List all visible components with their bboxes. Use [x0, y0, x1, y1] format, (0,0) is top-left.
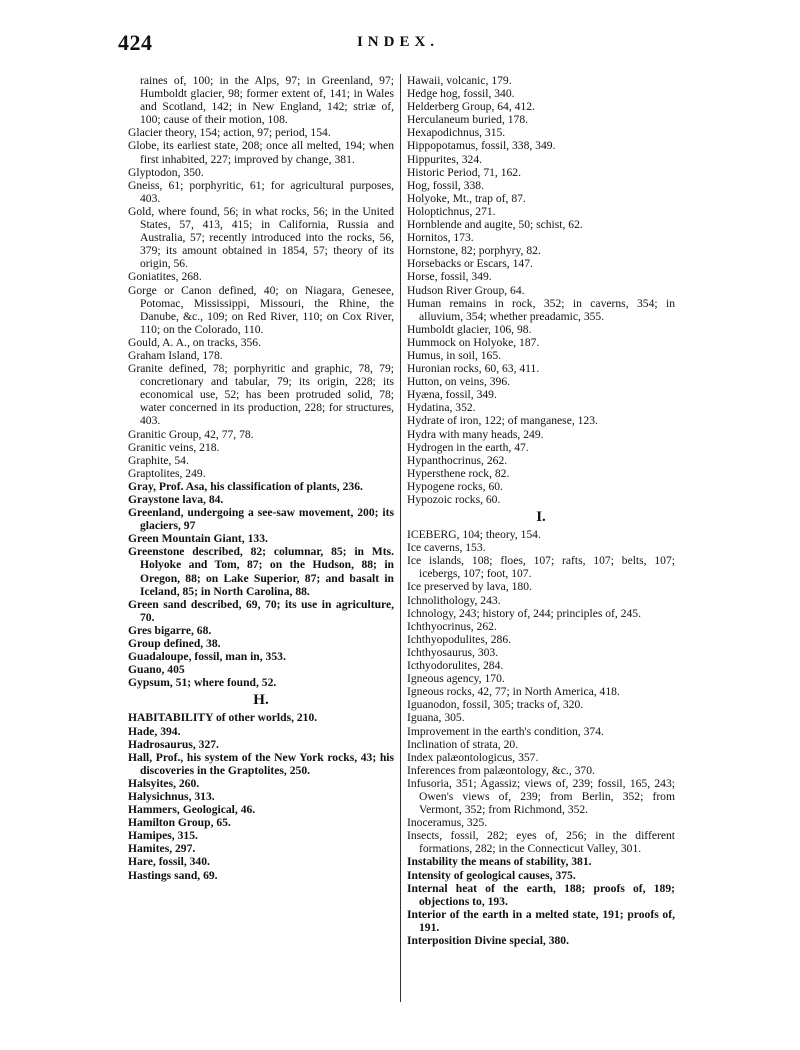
index-entry: Graptolites, 249. — [128, 466, 206, 480]
index-entry: Greenstone described, 82; columnar, 85; in Mts. Holyoke and Tom, 87; on the Hudson, 88; in Oregon, 88; on Lake Superior, 87; and basalt in Iceland, 85; in North Carolina, 88. — [128, 545, 394, 598]
index-entry: Humboldt glacier, 106, 98. — [407, 322, 532, 336]
index-entry: Hawaii, volcanic, 179. — [407, 74, 512, 87]
index-entry: Hadrosaurus, 327. — [128, 737, 219, 751]
index-entry: Hedge hog, fossil, 340. — [407, 87, 515, 101]
index-entry: Hastings sand, 69. — [128, 868, 218, 882]
index-entry: Hamipes, 315. — [128, 829, 198, 843]
index-entry: Holoptichnus, 271. — [407, 204, 496, 218]
column-divider — [400, 74, 401, 1002]
index-entry: Ichthyosaurus, 303. — [407, 645, 499, 659]
index-entry: Hornstone, 82; porphyry, 82. — [407, 244, 541, 258]
index-entry: Hypozoic rocks, 60. — [407, 493, 501, 506]
index-entry: Interposition Divine special, 380. — [407, 934, 569, 947]
index-entry: Granite defined, 78; porphyritic and graphic, 78, 79; concretionary and tabular, 79; its origin, 228; its economical use, 52; has been protruded solid, 78; water concerned in its production, 228; for structures, 403. — [128, 362, 394, 428]
index-entry: Granitic Group, 42, 77, 78. — [128, 427, 254, 441]
right-entries-i — [407, 528, 675, 947]
index-entry: Iguana, 305. — [407, 711, 465, 725]
index-entry: Gray, Prof. Asa, his classification of plants, 236. — [128, 479, 363, 493]
index-entry: Human remains in rock, 352; in caverns, 354; in alluvium, 354; whether preadamic, 355. — [407, 296, 675, 323]
index-entry: Graphite, 54. — [128, 453, 189, 467]
index-entry: Halsyites, 260. — [128, 776, 200, 790]
index-entry: Group defined, 38. — [128, 637, 221, 651]
index-entry: Green sand described, 69, 70; its use in agriculture, 70. — [128, 597, 394, 624]
index-entry: Green Mountain Giant, 133. — [128, 532, 268, 546]
index-entry: Ichnolithology, 243. — [407, 593, 501, 607]
index-entry: Hippopotamus, fossil, 338, 349. — [407, 139, 556, 153]
index-entry: Hippurites, 324. — [407, 152, 483, 166]
index-entry: Hog, fossil, 338. — [407, 178, 484, 192]
index-entry: Hydrate of iron, 122; of manganese, 123. — [407, 414, 598, 428]
index-entry: Interior of the earth in a melted state, 191; proofs of, 191. — [407, 907, 675, 934]
index-entry: raines of, 100; in the Alps, 97; in Greenland, 97; Humboldt glacier, 98; former extent of, 141; in Wales and Scotland, 142; in New England, 142; striæ of, 100; cause of their motion, 108. — [140, 74, 394, 127]
index-entry: Ice preserved by lava, 180. — [407, 580, 532, 594]
index-entry: Hall, Prof., his system of the New York rocks, 43; his discoveries in the Graptolites, 250. — [128, 750, 394, 777]
index-entry: Instability the means of stability, 381. — [407, 855, 592, 869]
index-entry: Hydrogen in the earth, 47. — [407, 440, 529, 454]
index-entry: Internal heat of the earth, 188; proofs of, 189; objections to, 193. — [407, 881, 675, 908]
index-entry: Graystone lava, 84. — [128, 493, 224, 506]
index-entry: Improvement in the earth's condition, 374. — [407, 724, 604, 738]
index-entry: Greenland, undergoing a see-saw movement, 200; its glaciers, 97 — [128, 506, 394, 533]
index-entry: Hexapodichnus, 315. — [407, 126, 506, 140]
section-letter-h: H. — [253, 692, 269, 709]
index-entry: Hade, 394. — [128, 724, 181, 738]
index-entry: Hutton, on veins, 396. — [407, 375, 511, 389]
index-entry: Hamites, 297. — [128, 842, 196, 856]
index-entry: Hudson River Group, 64. — [407, 283, 525, 297]
index-entry: Inclination of strata, 20. — [407, 737, 519, 751]
index-entry: Ichthyocrinus, 262. — [407, 619, 497, 633]
index-entry: Inferences from palæontology, &c., 370. — [407, 763, 595, 777]
index-entry: Igneous agency, 170. — [407, 672, 505, 686]
index-entry: Hypogene rocks, 60. — [407, 479, 503, 493]
section-letter-i: I. — [536, 509, 546, 526]
index-entry: Humus, in soil, 165. — [407, 348, 502, 362]
index-entry: Hammers, Geological, 46. — [128, 803, 256, 817]
index-entry: Hornitos, 173. — [407, 231, 474, 245]
index-entry: Ichnology, 243; history of, 244; principles of, 245. — [407, 606, 641, 620]
index-entry: Hamilton Group, 65. — [128, 816, 231, 830]
index-entry: Guano, 405 — [128, 663, 185, 677]
left-entries-h — [128, 711, 394, 881]
index-entry: Glacier theory, 154; action, 97; period, 154. — [128, 126, 331, 140]
index-entry: Iguanodon, fossil, 305; tracks of, 320. — [407, 698, 584, 712]
index-entry: Gres bigarre, 68. — [128, 623, 212, 637]
left-column — [128, 74, 394, 882]
index-entry: Gould, A. A., on tracks, 356. — [128, 335, 261, 349]
index-entry: Goniatites, 268. — [128, 270, 202, 284]
index-entry: Gypsum, 51; where found, 52. — [128, 676, 277, 690]
index-entry: Glyptodon, 350. — [128, 165, 204, 179]
index-entry: Hornblende and augite, 50; schist, 62. — [407, 218, 583, 232]
index-entry: Hummock on Holyoke, 187. — [407, 335, 540, 349]
index-entry: Horse, fossil, 349. — [407, 270, 492, 284]
index-entry: Historic Period, 71, 162. — [407, 165, 521, 179]
index-entry: Hydatina, 352. — [407, 401, 476, 415]
index-entry: Gold, where found, 56; in what rocks, 56; in the United States, 57, 413, 415; in California, Russia and Australia, 57; recently introduced into the rocks, 56, 379; its amount obtained in 1854, 57; theory of its origin, 56. — [128, 204, 394, 271]
index-entry: Guadaloupe, fossil, man in, 353. — [128, 650, 286, 664]
index-entry: Hydra with many heads, 249. — [407, 427, 544, 441]
index-entry: Gorge or Canon defined, 40; on Niagara, Genesee, Potomac, Mississippi, Missouri, the Rhine, the Danube, &c., 109; on Red River, 110; on Cox River, 110; on the Colorado, 110. — [128, 283, 394, 336]
index-entry: Globe, its earliest state, 208; once all melted, 194; when first inhabited, 227; improved by change, 381. — [128, 139, 394, 166]
page-number: 424 — [118, 30, 153, 55]
index-entry: Icthyodorulites, 284. — [407, 659, 504, 673]
index-entry: Huronian rocks, 60, 63, 411. — [407, 362, 540, 376]
right-entries-h — [407, 74, 675, 506]
index-entry: Infusoria, 351; Agassiz; views of, 239; fossil, 165, 243; Owen's views of, 239; from Berlin, 352; from Vermont, 352; from Richmond, 352. — [407, 776, 675, 817]
index-entry: ICEBERG, 104; theory, 154. — [407, 528, 541, 542]
index-entry: Granitic veins, 218. — [128, 440, 220, 454]
index-entry: Halysichnus, 313. — [128, 789, 215, 803]
index-entry: Herculaneum buried, 178. — [407, 113, 529, 127]
index-entry: Ichthyopodulites, 286. — [407, 632, 512, 646]
index-entry: Hypanthocrinus, 262. — [407, 453, 508, 467]
index-entry: Hyæna, fossil, 349. — [407, 388, 497, 402]
index-entry: Ice islands, 108; floes, 107; rafts, 107; belts, 107; icebergs, 107; foot, 107. — [407, 554, 675, 581]
running-head: INDEX. — [356, 34, 440, 50]
index-entry: Hypersthene rock, 82. — [407, 466, 510, 480]
index-entry: Index palæontologicus, 357. — [407, 750, 539, 764]
left-entries-g — [128, 74, 394, 689]
index-entry: Helderberg Group, 64, 412. — [407, 100, 535, 114]
index-entry: Ice caverns, 153. — [407, 541, 486, 555]
index-entry: Hare, fossil, 340. — [128, 855, 210, 869]
page-header — [118, 30, 678, 58]
index-entry: Graham Island, 178. — [128, 348, 223, 362]
index-entry: Insects, fossil, 282; eyes of, 256; in the different formations, 282; in the Connecticut Valley, 301. — [407, 829, 675, 856]
index-entry: Inoceramus, 325. — [407, 816, 488, 830]
index-entry: Intensity of geological causes, 375. — [407, 868, 576, 882]
index-entry: Igneous rocks, 42, 77; in North America, 418. — [407, 685, 620, 699]
index-entry: Holyoke, Mt., trap of, 87. — [407, 191, 526, 205]
index-entry: HABITABILITY of other worlds, 210. — [128, 711, 318, 725]
index-entry: Gneiss, 61; porphyritic, 61; for agricultural purposes, 403. — [128, 178, 394, 205]
index-entry: Horsebacks or Escars, 147. — [407, 257, 533, 271]
right-column — [407, 74, 675, 947]
